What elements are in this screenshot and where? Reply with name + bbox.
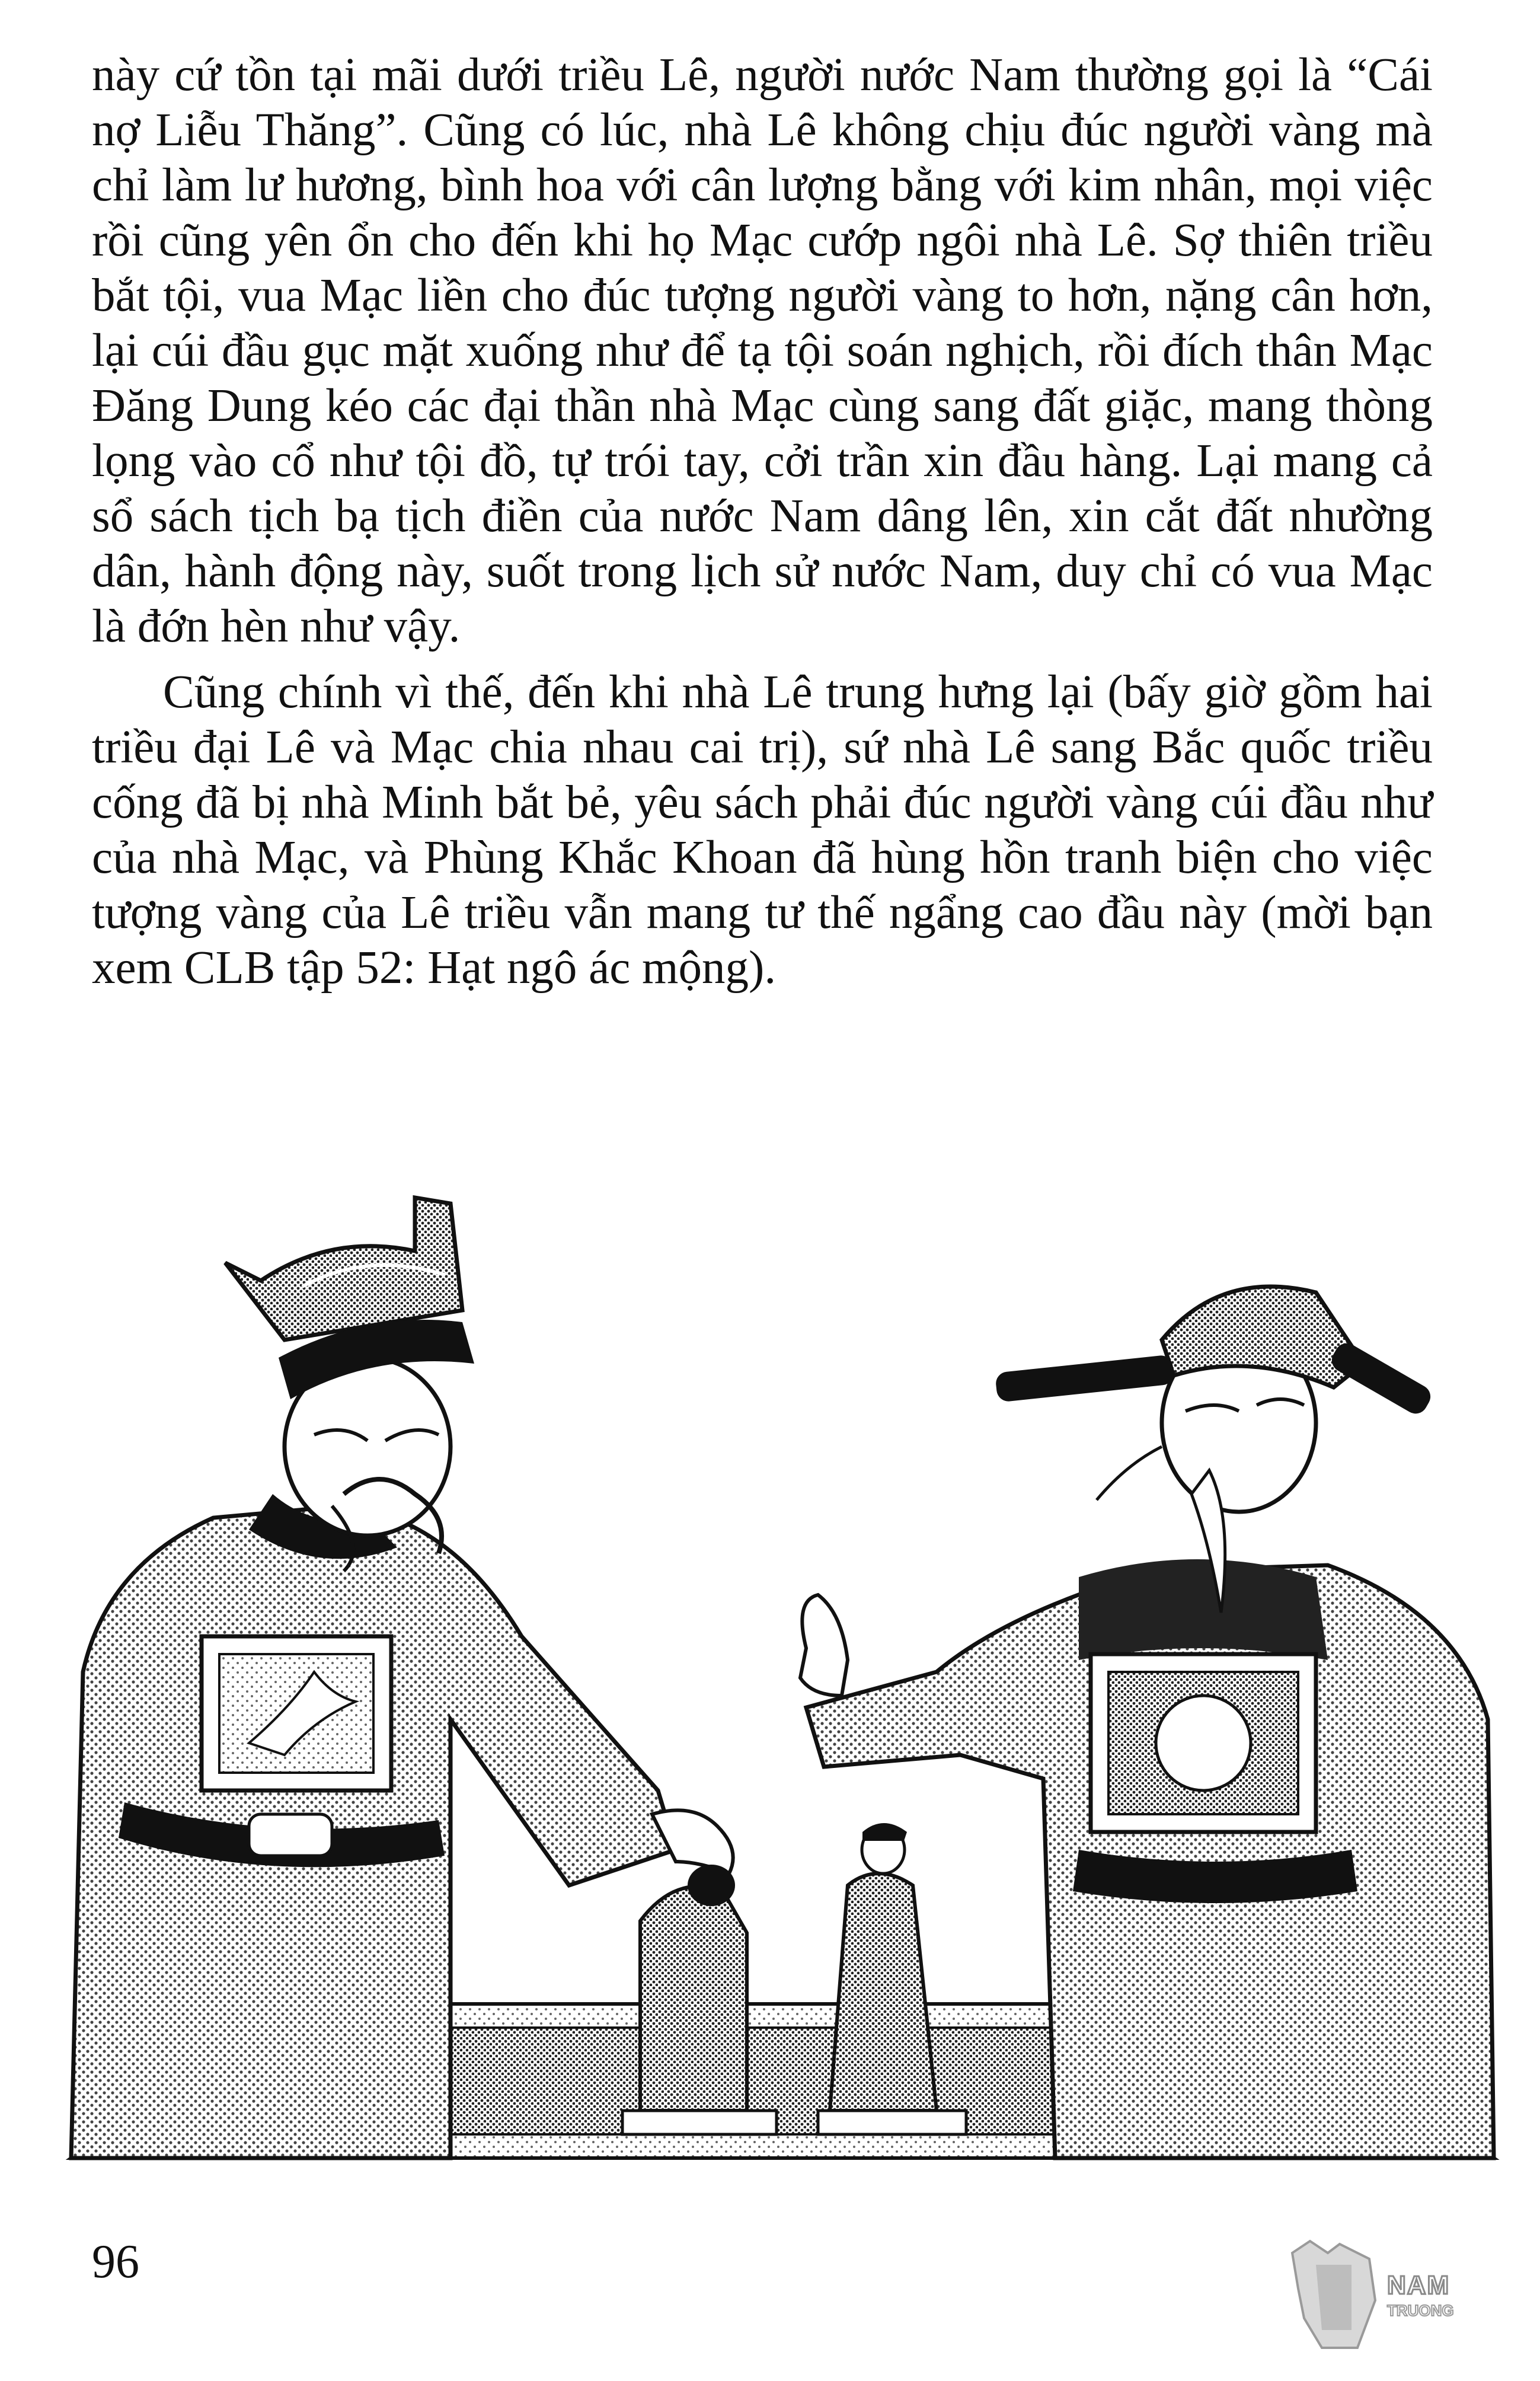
nam-truong-logo — [1286, 2229, 1476, 2354]
body-text — [92, 47, 1433, 1006]
paragraph-1: này cứ tồn tại mãi dưới triều Lê, người nước Nam thường gọi là “Cái nợ Liễu Thăng”. Cũng có lúc, nhà Lê không chịu đúc người vàng mà chỉ làm lư hương, bình hoa với cân lượng bằng với kim nhân, mọi việc rồi cũng yên ổn cho đến khi họ Mạc cướp ngôi nhà Lê. Sợ thiên triều bắt tội, vua Mạc liền cho đúc tượng người vàng to hơn, nặng cân hơn, lại cúi đầu gục mặt xuống như để tạ tội soán nghịch, rồi đích thân Mạc Đăng Dung kéo các đại thần nhà Mạc cùng sang đất giặc, mang thòng lọng vào cổ như tội đồ, tự trói tay, cởi trần xin đầu hàng. Lại mang cả sổ sách tịch bạ tịch điền của nước Nam dâng lên, xin cắt đất nhường dân, hành động này, suốt trong lịch sử nước Nam, duy chỉ có vua Mạc là đớn hèn như vậy. — [92, 49, 1433, 652]
two-mandarins-with-golden-statues-illustration — [36, 1186, 1506, 2176]
watermark-text: NAM — [1387, 2271, 1450, 2300]
watermark-subtext: TRUONG — [1387, 2302, 1454, 2319]
paragraph-2: Cũng chính vì thế, đến khi nhà Lê trung hưng lại (bấy giờ gồm hai triều đại Lê và Mạc chia nhau cai trị), sứ nhà Lê sang Bắc quốc triều cống đã bị nhà Minh bắt bẻ, yêu sách phải đúc người vàng cúi đầu như của nhà Mạc, và Phùng Khắc Khoan đã hùng hồn tranh biện cho việc tượng vàng của Lê triều vẫn mang tư thế ngẩng cao đầu này (mời bạn xem CLB tập 52: Hạt ngô ác mộng). — [92, 666, 1433, 994]
page-number: 96 — [92, 2236, 139, 2288]
